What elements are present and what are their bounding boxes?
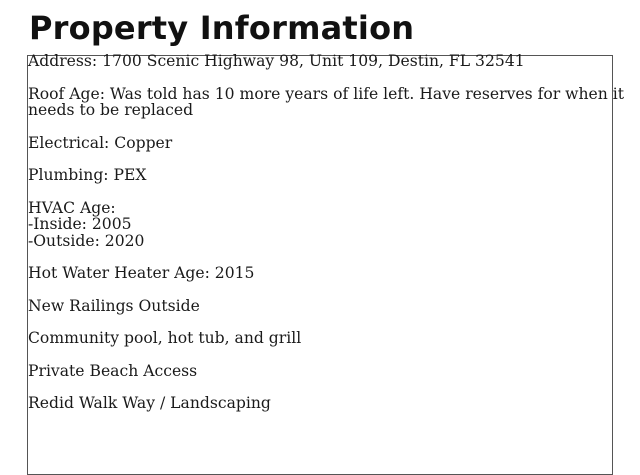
beach-paragraph (28, 363, 608, 380)
hvac-outside-text: -Outside: 2020 (28, 231, 145, 250)
address-text: Address: 1700 Scenic Highway 98, Unit 109, Destin, FL 32541 (28, 52, 525, 70)
hot-water-paragraph (28, 265, 608, 282)
roof-age-continued-text: needs to be replaced (28, 101, 194, 119)
amenities-text: Community pool, hot tub, and grill (28, 329, 302, 347)
address-paragraph (28, 53, 608, 70)
roof-paragraph (28, 84, 625, 119)
electrical-paragraph (28, 135, 608, 152)
page-title: Property Information (29, 9, 415, 47)
railings-text: New Railings Outside (28, 296, 200, 315)
hvac-age-label: HVAC Age: (28, 198, 116, 217)
plumbing-text: Plumbing: PEX (28, 166, 147, 184)
amenities-paragraph (28, 330, 608, 347)
beach-access-text: Private Beach Access (28, 361, 198, 380)
roof-age-text: Roof Age: Was told has 10 more years of life left. Have reserves for when it (28, 84, 625, 103)
hvac-paragraph (28, 200, 608, 250)
hot-water-heater-text: Hot Water Heater Age: 2015 (28, 264, 255, 282)
electrical-text: Electrical: Copper (28, 133, 173, 152)
plumbing-paragraph (28, 167, 608, 184)
property-info-content (28, 52, 625, 428)
walkway-landscaping-text: Redid Walk Way / Landscaping (28, 394, 271, 412)
railings-paragraph (28, 298, 608, 315)
walkway-paragraph (28, 395, 608, 412)
hvac-inside-text: -Inside: 2005 (28, 215, 132, 233)
